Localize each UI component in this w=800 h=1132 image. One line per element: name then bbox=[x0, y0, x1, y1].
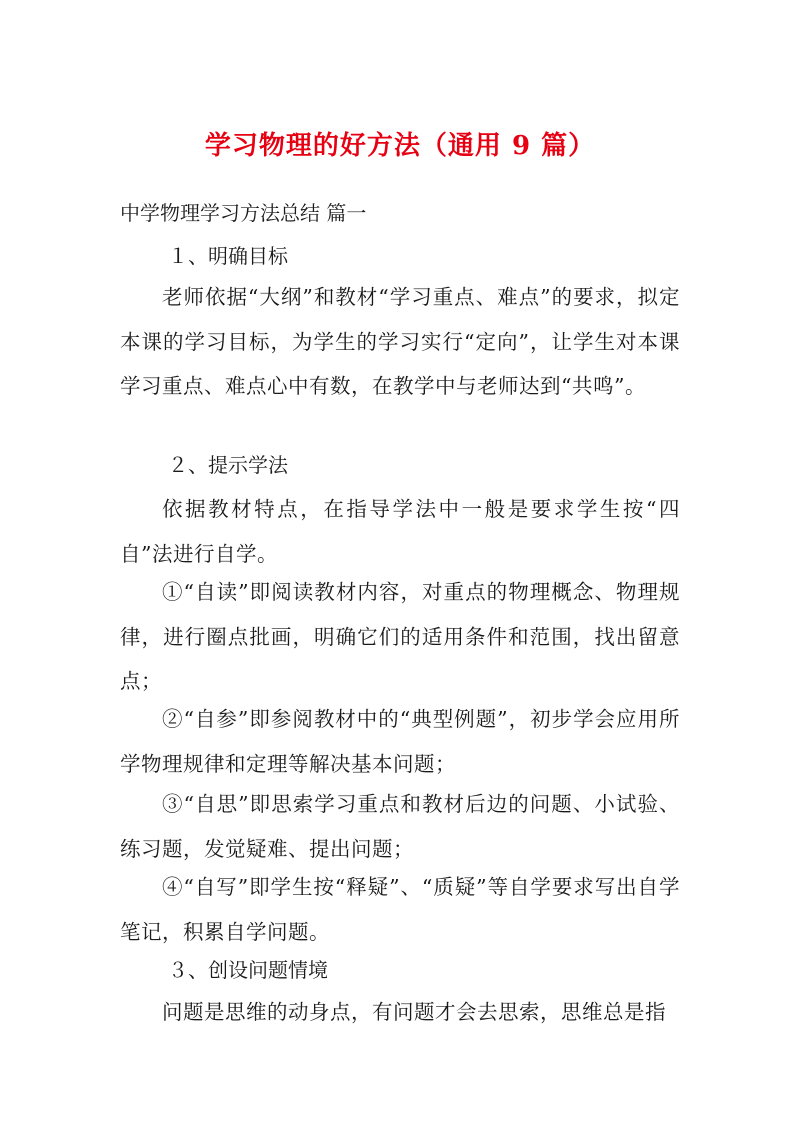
paragraph-2-5: ④“自写”即学生按“释疑”、“质疑”等自学要求写出自学笔记，积累自学问题。 bbox=[120, 875, 680, 944]
document-title: 学习物理的好方法（通用 9 篇） bbox=[204, 131, 596, 161]
paragraph-2-1: 依据教材特点，在指导学法中一般是要求学生按“四自”法进行自学。 bbox=[120, 497, 680, 566]
paragraph-1-1: 老师依据“大纲”和教材“学习重点、难点”的要求，拟定本课的学习目标，为学生的学习实行“定向”，让学生对本课学习重点、难点心中有数，在教学中与老师达到“共鸣”。 bbox=[120, 285, 680, 398]
item-heading-1: １、明确目标 bbox=[168, 244, 288, 268]
paragraph-2-3: ②“自参”即参阅教材中的“典型例题”，初步学会应用所学物理规律和定理等解决基本问题； bbox=[120, 707, 680, 776]
paragraph-2-4: ③“自思”即思索学习重点和教材后边的问题、小试验、练习题，发觉疑难、提出问题； bbox=[120, 792, 680, 861]
item-heading-2: ２、提示学法 bbox=[168, 453, 288, 477]
paragraph-2-2: ①“自读”即阅读教材内容，对重点的物理概念、物理规律，进行圈点批画，明确它们的适用条件和范围，找出留意点； bbox=[120, 580, 680, 693]
paragraph-3-1: 问题是思维的动身点，有问题才会去思索，思维总是指 bbox=[162, 1000, 666, 1024]
item-heading-3: ３、创设问题情境 bbox=[168, 958, 328, 982]
section-heading: 中学物理学习方法总结 篇一 bbox=[120, 201, 367, 225]
